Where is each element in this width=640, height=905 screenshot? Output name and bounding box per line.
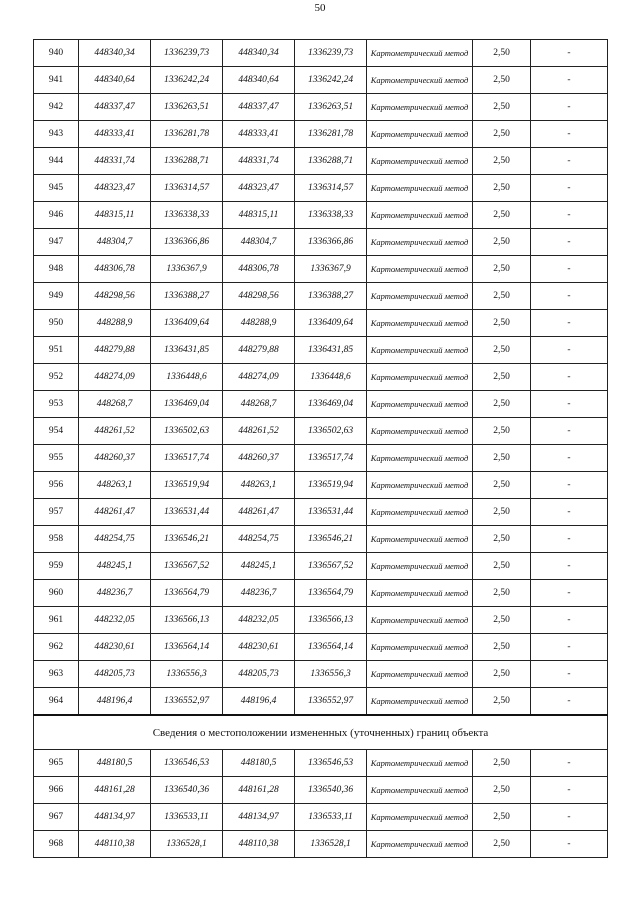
description-cell: - [531, 526, 608, 553]
existing-x-cell: 448230,61 [79, 634, 151, 661]
existing-y-cell: 1336556,3 [151, 661, 223, 688]
existing-x-cell: 448306,78 [79, 256, 151, 283]
refined-x-cell: 448261,47 [223, 499, 295, 526]
existing-x-cell: 448236,7 [79, 580, 151, 607]
refined-x-cell: 448110,38 [223, 831, 295, 858]
table-row [34, 337, 608, 364]
description-cell: - [531, 472, 608, 499]
existing-x-cell: 448254,75 [79, 526, 151, 553]
method-cell: Картометрический метод [367, 526, 473, 553]
method-cell: Картометрический метод [367, 804, 473, 831]
table-row [34, 256, 608, 283]
table-row [34, 310, 608, 337]
description-cell: - [531, 661, 608, 688]
method-cell: Картометрический метод [367, 607, 473, 634]
existing-y-cell: 1336519,94 [151, 472, 223, 499]
method-cell: Картометрический метод [367, 661, 473, 688]
table-row [34, 634, 608, 661]
table-row [34, 121, 608, 148]
existing-y-cell: 1336567,52 [151, 553, 223, 580]
refined-x-cell: 448180,5 [223, 750, 295, 777]
existing-y-cell: 1336502,63 [151, 418, 223, 445]
accuracy-cell: 2,50 [473, 202, 531, 229]
method-cell: Картометрический метод [367, 472, 473, 499]
point-number-cell: 963 [34, 661, 79, 688]
table-body-after-section [34, 750, 608, 858]
table-row [34, 418, 608, 445]
refined-y-cell: 1336409,64 [295, 310, 367, 337]
description-cell: - [531, 499, 608, 526]
description-cell: - [531, 229, 608, 256]
refined-x-cell: 448260,37 [223, 445, 295, 472]
refined-x-cell: 448331,74 [223, 148, 295, 175]
description-cell: - [531, 310, 608, 337]
description-cell: - [531, 831, 608, 858]
table-row [34, 804, 608, 831]
description-cell: - [531, 391, 608, 418]
point-number-cell: 945 [34, 175, 79, 202]
description-cell: - [531, 445, 608, 472]
existing-y-cell: 1336540,36 [151, 777, 223, 804]
existing-y-cell: 1336564,14 [151, 634, 223, 661]
existing-y-cell: 1336366,86 [151, 229, 223, 256]
accuracy-cell: 2,50 [473, 553, 531, 580]
description-cell: - [531, 202, 608, 229]
existing-y-cell: 1336566,13 [151, 607, 223, 634]
refined-y-cell: 1336338,33 [295, 202, 367, 229]
method-cell: Картометрический метод [367, 831, 473, 858]
accuracy-cell: 2,50 [473, 175, 531, 202]
method-cell: Картометрический метод [367, 256, 473, 283]
refined-x-cell: 448340,34 [223, 40, 295, 67]
existing-y-cell: 1336546,53 [151, 750, 223, 777]
method-cell: Картометрический метод [367, 364, 473, 391]
accuracy-cell: 2,50 [473, 94, 531, 121]
refined-x-cell: 448161,28 [223, 777, 295, 804]
method-cell: Картометрический метод [367, 229, 473, 256]
description-cell: - [531, 67, 608, 94]
refined-y-cell: 1336388,27 [295, 283, 367, 310]
refined-x-cell: 448261,52 [223, 418, 295, 445]
refined-y-cell: 1336546,53 [295, 750, 367, 777]
existing-x-cell: 448196,4 [79, 688, 151, 716]
point-number-cell: 952 [34, 364, 79, 391]
table-row [34, 499, 608, 526]
description-cell: - [531, 580, 608, 607]
point-number-cell: 956 [34, 472, 79, 499]
accuracy-cell: 2,50 [473, 256, 531, 283]
section-heading-row [34, 715, 608, 750]
refined-y-cell: 1336519,94 [295, 472, 367, 499]
description-cell: - [531, 750, 608, 777]
refined-y-cell: 1336314,57 [295, 175, 367, 202]
accuracy-cell: 2,50 [473, 472, 531, 499]
method-cell: Картометрический метод [367, 310, 473, 337]
accuracy-cell: 2,50 [473, 750, 531, 777]
refined-y-cell: 1336566,13 [295, 607, 367, 634]
method-cell: Картометрический метод [367, 580, 473, 607]
table-row [34, 67, 608, 94]
point-number-cell: 953 [34, 391, 79, 418]
table-row [34, 777, 608, 804]
table-row [34, 40, 608, 67]
point-number-cell: 959 [34, 553, 79, 580]
existing-x-cell: 448279,88 [79, 337, 151, 364]
table-row [34, 661, 608, 688]
refined-x-cell: 448230,61 [223, 634, 295, 661]
refined-y-cell: 1336567,52 [295, 553, 367, 580]
existing-x-cell: 448261,52 [79, 418, 151, 445]
refined-y-cell: 1336239,73 [295, 40, 367, 67]
table-row [34, 148, 608, 175]
table-row [34, 229, 608, 256]
method-cell: Картометрический метод [367, 67, 473, 94]
description-cell: - [531, 40, 608, 67]
existing-x-cell: 448260,37 [79, 445, 151, 472]
refined-x-cell: 448315,11 [223, 202, 295, 229]
existing-x-cell: 448288,9 [79, 310, 151, 337]
accuracy-cell: 2,50 [473, 688, 531, 716]
description-cell: - [531, 364, 608, 391]
existing-x-cell: 448261,47 [79, 499, 151, 526]
existing-x-cell: 448245,1 [79, 553, 151, 580]
refined-x-cell: 448236,7 [223, 580, 295, 607]
existing-y-cell: 1336517,74 [151, 445, 223, 472]
existing-x-cell: 448232,05 [79, 607, 151, 634]
description-cell: - [531, 804, 608, 831]
description-cell: - [531, 148, 608, 175]
refined-x-cell: 448254,75 [223, 526, 295, 553]
existing-y-cell: 1336281,78 [151, 121, 223, 148]
existing-x-cell: 448134,97 [79, 804, 151, 831]
refined-y-cell: 1336528,1 [295, 831, 367, 858]
table-body-before-section [34, 40, 608, 716]
method-cell: Картометрический метод [367, 337, 473, 364]
point-number-cell: 942 [34, 94, 79, 121]
description-cell: - [531, 94, 608, 121]
description-cell: - [531, 607, 608, 634]
accuracy-cell: 2,50 [473, 607, 531, 634]
refined-x-cell: 448323,47 [223, 175, 295, 202]
point-number-cell: 968 [34, 831, 79, 858]
point-number-cell: 948 [34, 256, 79, 283]
refined-y-cell: 1336288,71 [295, 148, 367, 175]
existing-x-cell: 448340,34 [79, 40, 151, 67]
existing-x-cell: 448268,7 [79, 391, 151, 418]
accuracy-cell: 2,50 [473, 121, 531, 148]
point-number-cell: 949 [34, 283, 79, 310]
method-cell: Картометрический метод [367, 202, 473, 229]
existing-x-cell: 448315,11 [79, 202, 151, 229]
existing-y-cell: 1336552,97 [151, 688, 223, 716]
method-cell: Картометрический метод [367, 94, 473, 121]
accuracy-cell: 2,50 [473, 445, 531, 472]
method-cell: Картометрический метод [367, 688, 473, 716]
existing-y-cell: 1336288,71 [151, 148, 223, 175]
accuracy-cell: 2,50 [473, 634, 531, 661]
description-cell: - [531, 777, 608, 804]
refined-y-cell: 1336552,97 [295, 688, 367, 716]
refined-x-cell: 448245,1 [223, 553, 295, 580]
accuracy-cell: 2,50 [473, 499, 531, 526]
accuracy-cell: 2,50 [473, 148, 531, 175]
accuracy-cell: 2,50 [473, 337, 531, 364]
existing-y-cell: 1336242,24 [151, 67, 223, 94]
point-number-cell: 962 [34, 634, 79, 661]
existing-y-cell: 1336338,33 [151, 202, 223, 229]
accuracy-cell: 2,50 [473, 391, 531, 418]
point-number-cell: 955 [34, 445, 79, 472]
existing-x-cell: 448298,56 [79, 283, 151, 310]
point-number-cell: 946 [34, 202, 79, 229]
method-cell: Картометрический метод [367, 445, 473, 472]
existing-y-cell: 1336314,57 [151, 175, 223, 202]
method-cell: Картометрический метод [367, 634, 473, 661]
table-row [34, 688, 608, 716]
method-cell: Картометрический метод [367, 553, 473, 580]
existing-y-cell: 1336531,44 [151, 499, 223, 526]
point-number-cell: 965 [34, 750, 79, 777]
existing-y-cell: 1336533,11 [151, 804, 223, 831]
existing-y-cell: 1336239,73 [151, 40, 223, 67]
point-number-cell: 964 [34, 688, 79, 716]
table-row [34, 364, 608, 391]
table-row [34, 526, 608, 553]
refined-x-cell: 448263,1 [223, 472, 295, 499]
existing-y-cell: 1336263,51 [151, 94, 223, 121]
table-row [34, 472, 608, 499]
accuracy-cell: 2,50 [473, 364, 531, 391]
table-row [34, 607, 608, 634]
description-cell: - [531, 634, 608, 661]
point-number-cell: 954 [34, 418, 79, 445]
point-number-cell: 957 [34, 499, 79, 526]
refined-x-cell: 448306,78 [223, 256, 295, 283]
description-cell: - [531, 283, 608, 310]
description-cell: - [531, 175, 608, 202]
accuracy-cell: 2,50 [473, 661, 531, 688]
refined-x-cell: 448340,64 [223, 67, 295, 94]
refined-y-cell: 1336564,14 [295, 634, 367, 661]
existing-y-cell: 1336388,27 [151, 283, 223, 310]
point-number-cell: 947 [34, 229, 79, 256]
section-heading-group [34, 715, 608, 750]
accuracy-cell: 2,50 [473, 40, 531, 67]
table-row [34, 445, 608, 472]
refined-y-cell: 1336540,36 [295, 777, 367, 804]
point-number-cell: 960 [34, 580, 79, 607]
point-number-cell: 941 [34, 67, 79, 94]
point-number-cell: 940 [34, 40, 79, 67]
table-row [34, 391, 608, 418]
refined-y-cell: 1336533,11 [295, 804, 367, 831]
method-cell: Картометрический метод [367, 777, 473, 804]
refined-y-cell: 1336263,51 [295, 94, 367, 121]
refined-y-cell: 1336546,21 [295, 526, 367, 553]
existing-y-cell: 1336367,9 [151, 256, 223, 283]
existing-x-cell: 448180,5 [79, 750, 151, 777]
method-cell: Картометрический метод [367, 40, 473, 67]
existing-y-cell: 1336448,6 [151, 364, 223, 391]
refined-y-cell: 1336469,04 [295, 391, 367, 418]
refined-y-cell: 1336281,78 [295, 121, 367, 148]
existing-x-cell: 448274,09 [79, 364, 151, 391]
existing-x-cell: 448323,47 [79, 175, 151, 202]
existing-x-cell: 448340,64 [79, 67, 151, 94]
existing-y-cell: 1336564,79 [151, 580, 223, 607]
point-number-cell: 958 [34, 526, 79, 553]
existing-x-cell: 448337,47 [79, 94, 151, 121]
point-number-cell: 944 [34, 148, 79, 175]
point-number-cell: 950 [34, 310, 79, 337]
point-number-cell: 943 [34, 121, 79, 148]
table-row [34, 580, 608, 607]
refined-x-cell: 448304,7 [223, 229, 295, 256]
accuracy-cell: 2,50 [473, 229, 531, 256]
table-row [34, 175, 608, 202]
description-cell: - [531, 337, 608, 364]
section-heading: Сведения о местоположении измененных (уточненных) границ объекта [34, 715, 608, 750]
refined-x-cell: 448196,4 [223, 688, 295, 716]
existing-y-cell: 1336409,64 [151, 310, 223, 337]
existing-y-cell: 1336431,85 [151, 337, 223, 364]
table-row [34, 283, 608, 310]
existing-x-cell: 448304,7 [79, 229, 151, 256]
refined-y-cell: 1336448,6 [295, 364, 367, 391]
existing-x-cell: 448161,28 [79, 777, 151, 804]
description-cell: - [531, 418, 608, 445]
accuracy-cell: 2,50 [473, 804, 531, 831]
point-number-cell: 967 [34, 804, 79, 831]
accuracy-cell: 2,50 [473, 310, 531, 337]
page-number: 50 [314, 2, 326, 14]
refined-x-cell: 448134,97 [223, 804, 295, 831]
accuracy-cell: 2,50 [473, 418, 531, 445]
refined-y-cell: 1336431,85 [295, 337, 367, 364]
point-number-cell: 951 [34, 337, 79, 364]
refined-y-cell: 1336556,3 [295, 661, 367, 688]
accuracy-cell: 2,50 [473, 67, 531, 94]
accuracy-cell: 2,50 [473, 580, 531, 607]
refined-y-cell: 1336366,86 [295, 229, 367, 256]
method-cell: Картометрический метод [367, 283, 473, 310]
refined-y-cell: 1336531,44 [295, 499, 367, 526]
accuracy-cell: 2,50 [473, 831, 531, 858]
refined-x-cell: 448268,7 [223, 391, 295, 418]
description-cell: - [531, 121, 608, 148]
description-cell: - [531, 688, 608, 716]
existing-y-cell: 1336528,1 [151, 831, 223, 858]
refined-y-cell: 1336367,9 [295, 256, 367, 283]
refined-y-cell: 1336564,79 [295, 580, 367, 607]
method-cell: Картометрический метод [367, 175, 473, 202]
method-cell: Картометрический метод [367, 148, 473, 175]
table-row [34, 94, 608, 121]
existing-x-cell: 448333,41 [79, 121, 151, 148]
existing-x-cell: 448205,73 [79, 661, 151, 688]
refined-x-cell: 448205,73 [223, 661, 295, 688]
method-cell: Картометрический метод [367, 750, 473, 777]
method-cell: Картометрический метод [367, 121, 473, 148]
accuracy-cell: 2,50 [473, 526, 531, 553]
table-row [34, 831, 608, 858]
method-cell: Картометрический метод [367, 391, 473, 418]
refined-x-cell: 448333,41 [223, 121, 295, 148]
refined-x-cell: 448232,05 [223, 607, 295, 634]
refined-y-cell: 1336517,74 [295, 445, 367, 472]
table-row [34, 553, 608, 580]
refined-x-cell: 448279,88 [223, 337, 295, 364]
refined-y-cell: 1336242,24 [295, 67, 367, 94]
existing-y-cell: 1336469,04 [151, 391, 223, 418]
refined-x-cell: 448288,9 [223, 310, 295, 337]
description-cell: - [531, 553, 608, 580]
table-row [34, 750, 608, 777]
coordinates-table [33, 39, 608, 858]
table-row [34, 202, 608, 229]
method-cell: Картометрический метод [367, 499, 473, 526]
refined-x-cell: 448337,47 [223, 94, 295, 121]
existing-x-cell: 448263,1 [79, 472, 151, 499]
existing-x-cell: 448110,38 [79, 831, 151, 858]
method-cell: Картометрический метод [367, 418, 473, 445]
point-number-cell: 966 [34, 777, 79, 804]
refined-x-cell: 448298,56 [223, 283, 295, 310]
existing-x-cell: 448331,74 [79, 148, 151, 175]
point-number-cell: 961 [34, 607, 79, 634]
accuracy-cell: 2,50 [473, 283, 531, 310]
refined-y-cell: 1336502,63 [295, 418, 367, 445]
existing-y-cell: 1336546,21 [151, 526, 223, 553]
accuracy-cell: 2,50 [473, 777, 531, 804]
description-cell: - [531, 256, 608, 283]
refined-x-cell: 448274,09 [223, 364, 295, 391]
